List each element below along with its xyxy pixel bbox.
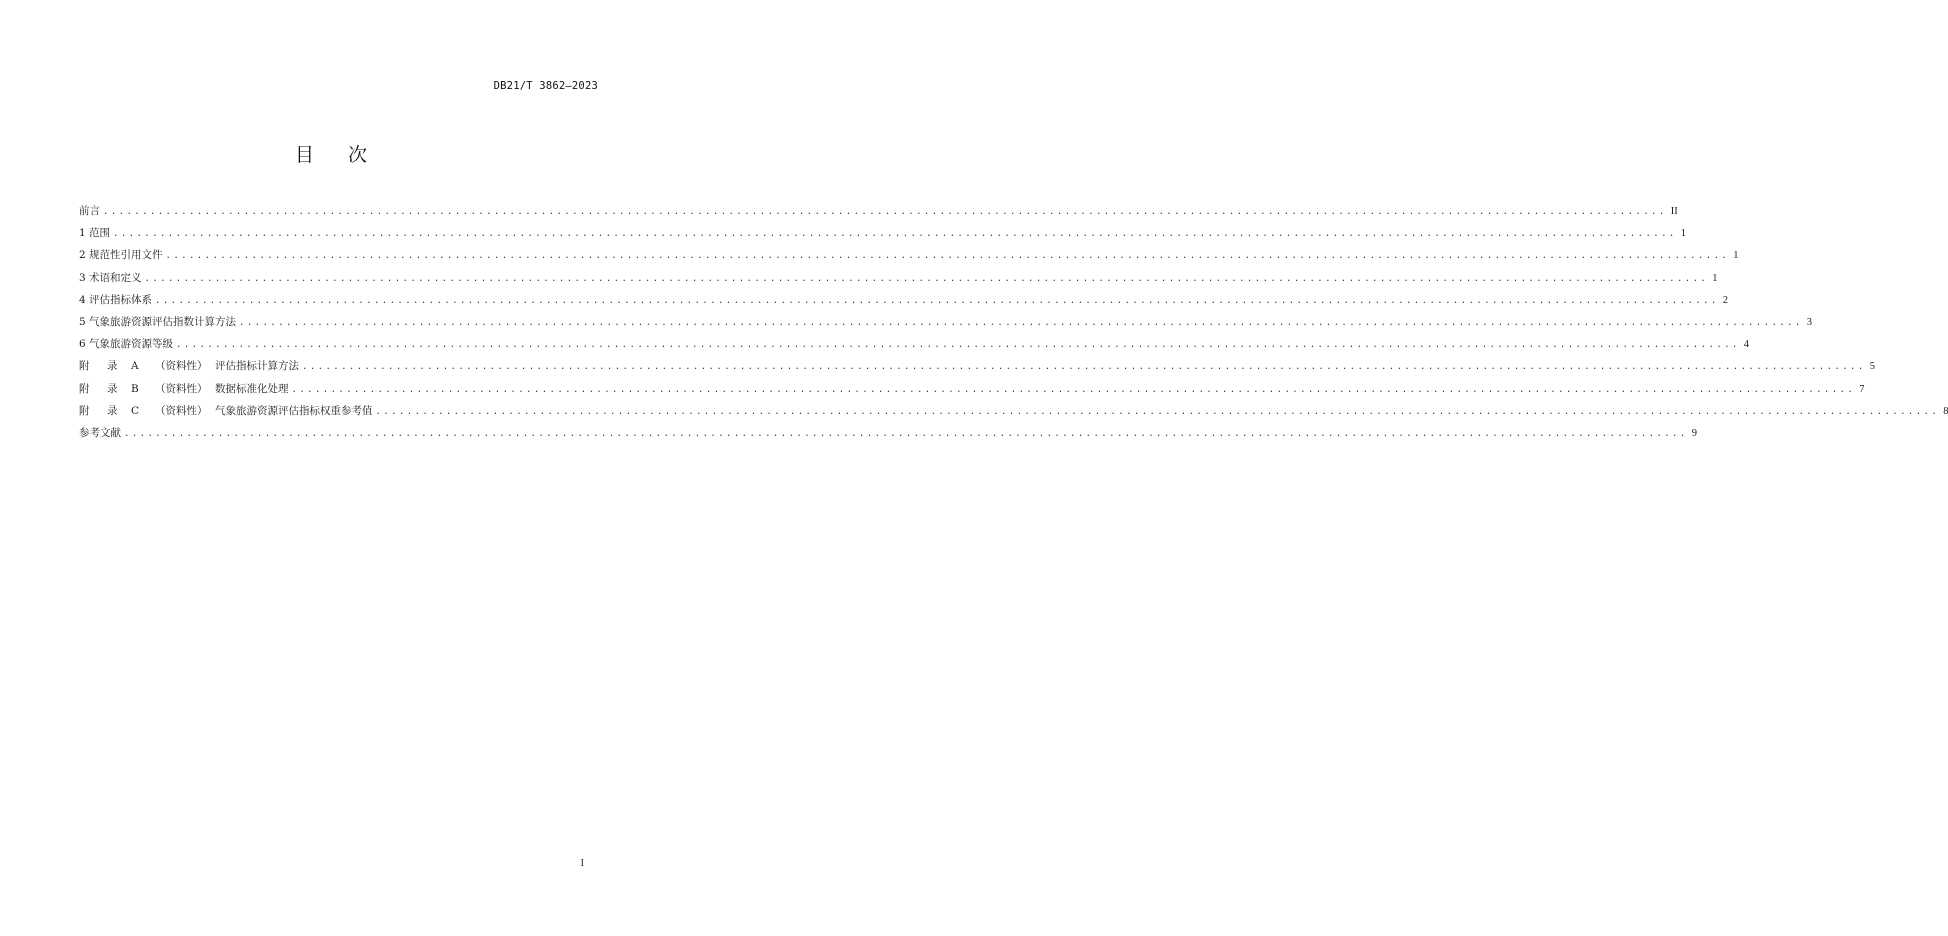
toc-leader-dots: ........................................................................................................................................................................................................ [176, 340, 1740, 351]
appendix-name: 评估指标计算方法 [215, 360, 299, 373]
toc-entry-appendix-a[interactable] [79, 355, 1875, 377]
toc-entry-label: 1 范围 [79, 227, 111, 240]
page-number: I [580, 858, 584, 869]
appendix-prefix: 附 [79, 360, 90, 373]
toc-entry-page: 2 [1722, 294, 1728, 306]
toc-entry-page: 1 [1680, 228, 1686, 240]
toc-entry-foreword[interactable] [79, 200, 1678, 222]
toc-entry-label: 前言 [79, 205, 100, 217]
toc-leader-dots: ........................................................................................................................................................................................................ [155, 295, 1719, 306]
toc-entry-label [79, 355, 302, 377]
toc-entry-calculation-method[interactable] [79, 311, 1812, 333]
appendix-prefix2: 录 [107, 360, 118, 373]
toc-leader-dots: ........................................................................................................................................................................................................ [144, 273, 1709, 284]
toc-leader-dots: ........................................................................................................................................................................................................ [239, 317, 1803, 328]
toc-title: 目次 [294, 144, 401, 166]
toc-leader-dots: ........................................................................................................................................................................................................ [124, 428, 1688, 439]
toc-leader-dots: ........................................................................................................................................................................................................ [103, 207, 1667, 217]
toc-entry-appendix-b[interactable] [79, 378, 1865, 400]
toc-entry-page: II [1670, 206, 1678, 217]
appendix-name: 气象旅游资源评估指标权重参考值 [215, 404, 373, 417]
toc-entry-label: 2 规范性引用文件 [79, 249, 163, 262]
appendix-prefix: 附 [79, 382, 90, 395]
appendix-prefix2: 录 [107, 404, 118, 417]
toc-leader-dots: ........................................................................................................................................................................................................ [165, 251, 1730, 262]
toc-entry-page: 1 [1712, 272, 1718, 284]
toc-entry-scope[interactable] [79, 222, 1686, 244]
toc-entry-label: 6 气象旅游资源等级 [79, 338, 174, 351]
toc-entry-label: 5 气象旅游资源评估指数计算方法 [79, 315, 237, 328]
appendix-letter: A [131, 360, 139, 373]
toc-entry-page: 1 [1733, 250, 1739, 262]
appendix-nature: （资料性） [155, 360, 208, 373]
toc-entry-label [79, 400, 376, 422]
toc-entry-page: 8 [1943, 405, 1948, 417]
appendix-name: 数据标准化处理 [215, 382, 289, 395]
table-of-contents [79, 200, 1948, 444]
toc-entry-label: 3 术语和定义 [79, 271, 142, 284]
appendix-nature: （资料性） [155, 382, 208, 395]
toc-entry-normative-references[interactable] [79, 244, 1739, 266]
appendix-letter: B [131, 382, 139, 395]
toc-entry-page: 3 [1806, 316, 1812, 328]
toc-entry-page: 9 [1691, 427, 1697, 439]
toc-entry-page: 5 [1869, 361, 1875, 373]
toc-leader-dots: ........................................................................................................................................................................................................ [302, 362, 1866, 373]
appendix-letter: C [131, 404, 140, 417]
toc-entry-label [79, 378, 292, 400]
appendix-nature: （资料性） [155, 404, 208, 417]
toc-entry-page: 4 [1743, 339, 1749, 351]
toc-entry-terms-definitions[interactable] [79, 267, 1718, 289]
appendix-prefix: 附 [79, 404, 90, 417]
toc-entry-label: 4 评估指标体系 [79, 293, 153, 306]
toc-leader-dots: ........................................................................................................................................................................................................ [375, 406, 1940, 417]
toc-entry-appendix-c[interactable] [79, 400, 1948, 422]
toc-leader-dots: ........................................................................................................................................................................................................ [291, 384, 1856, 395]
toc-entry-indicator-system[interactable] [79, 289, 1728, 311]
toc-entry-label: 参考文献 [79, 426, 121, 439]
toc-entry-resource-grades[interactable] [79, 333, 1749, 355]
toc-entry-bibliography[interactable] [79, 422, 1697, 444]
toc-entry-page: 7 [1859, 383, 1865, 395]
appendix-prefix2: 录 [107, 382, 118, 395]
toc-leader-dots: ........................................................................................................................................................................................................ [113, 229, 1677, 240]
document-code: DB21/T 3862—2023 [493, 80, 598, 92]
